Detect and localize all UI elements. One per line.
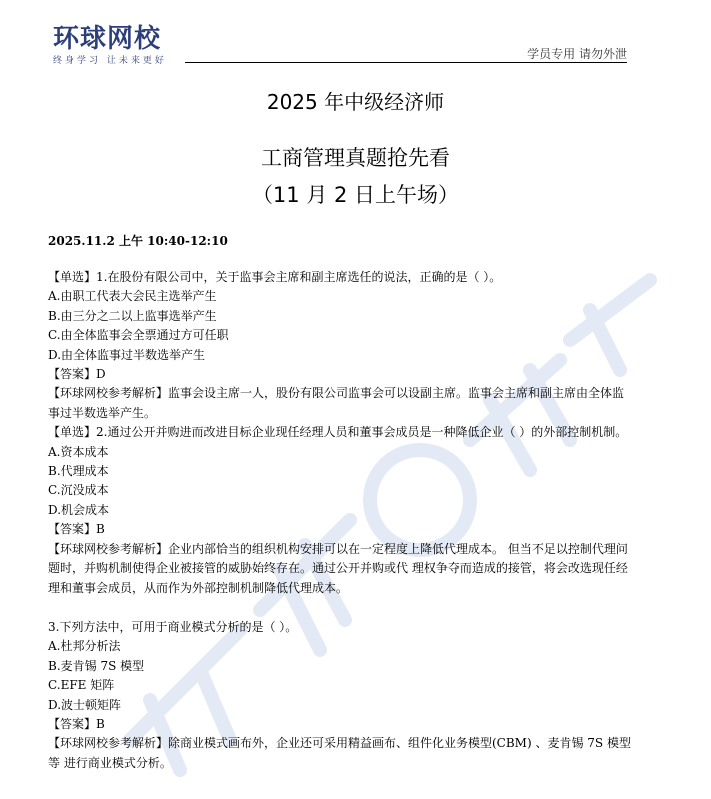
logo-slogan: 终身学习 让未来更好 (53, 56, 167, 66)
analysis-text: 【环球网校参考解析】监事会设主席一人，股份有限公司监事会可以设副主席。监事会主席和副主席由全体监事过半数选举产生。 (48, 386, 625, 420)
question-block (48, 423, 633, 598)
exam-session: （11 月 2 日上午场） (251, 183, 460, 207)
question-stem: 3.下列方法中，可用于商业模式分析的是（ ）。 (48, 619, 298, 634)
answer-line: 【答案】B (48, 716, 105, 731)
option-item: C.EFE 矩阵 (48, 678, 115, 693)
question-stem: 【单选】2.通过公开并购进而改进目标企业现任经理人员和董事会成员是一种降低企业（ ）的外部控制机制。 (48, 425, 628, 440)
analysis-text: 【环球网校参考解析】除商业模式画布外，企业还可采用精益画布、组件化业务模型(CBM) 、麦肯锡 7S 模型等 进行商业模式分析。 (48, 736, 631, 770)
header-divider (185, 62, 627, 63)
option-item: C.沉没成本 (48, 483, 109, 498)
question-block (48, 268, 633, 423)
option-item: A.资本成本 (48, 444, 109, 459)
spacer (48, 598, 633, 618)
logo-text: 环球网校 (53, 24, 162, 54)
option-item: B.代理成本 (48, 464, 109, 479)
option-item: B.麦肯锡 7S 模型 (48, 658, 145, 673)
option-item: C.由全体监事会全票通过方可任职 (48, 328, 229, 343)
exam-datetime: 2025.11.2 上午 10:40-12:10 (48, 234, 228, 248)
answer-line: 【答案】B (48, 522, 105, 537)
exam-subtitle: 工商管理真题抢先看 (261, 146, 450, 170)
option-item: D.机会成本 (48, 502, 110, 517)
brand-logo (53, 24, 193, 67)
exam-title: 2025 年中级经济师 (266, 90, 445, 114)
question-list (48, 268, 633, 773)
option-item: A.由职工代表大会民主选举产生 (48, 289, 217, 304)
question-block (48, 618, 633, 773)
option-item: B.由三分之二以上监事选举产生 (48, 308, 217, 323)
option-item: D.波士顿矩阵 (48, 697, 122, 712)
question-stem: 【单选】1.在股份有限公司中，关于监事会主席和副主席选任的说法，正确的是（ ）。 (48, 270, 502, 284)
option-item: A.杜邦分析法 (48, 639, 121, 654)
confidential-note: 学员专用 请勿外泄 (527, 47, 627, 61)
option-item: D.由全体监事过半数选举产生 (48, 347, 206, 362)
answer-line: 【答案】D (48, 367, 106, 382)
analysis-text: 【环球网校参考解析】企业内部恰当的组织机构安排可以在一定程度上降低代理成本。 但当不足以控制代理问题时，并购机制使得企业被接管的威胁始终存在。通过公开并购或代 理权争夺而造成的接管，将会改选现任经理和董事会成员，从而作为外部控制机制降低代理成本。 (48, 541, 628, 595)
page-header (0, 0, 711, 70)
